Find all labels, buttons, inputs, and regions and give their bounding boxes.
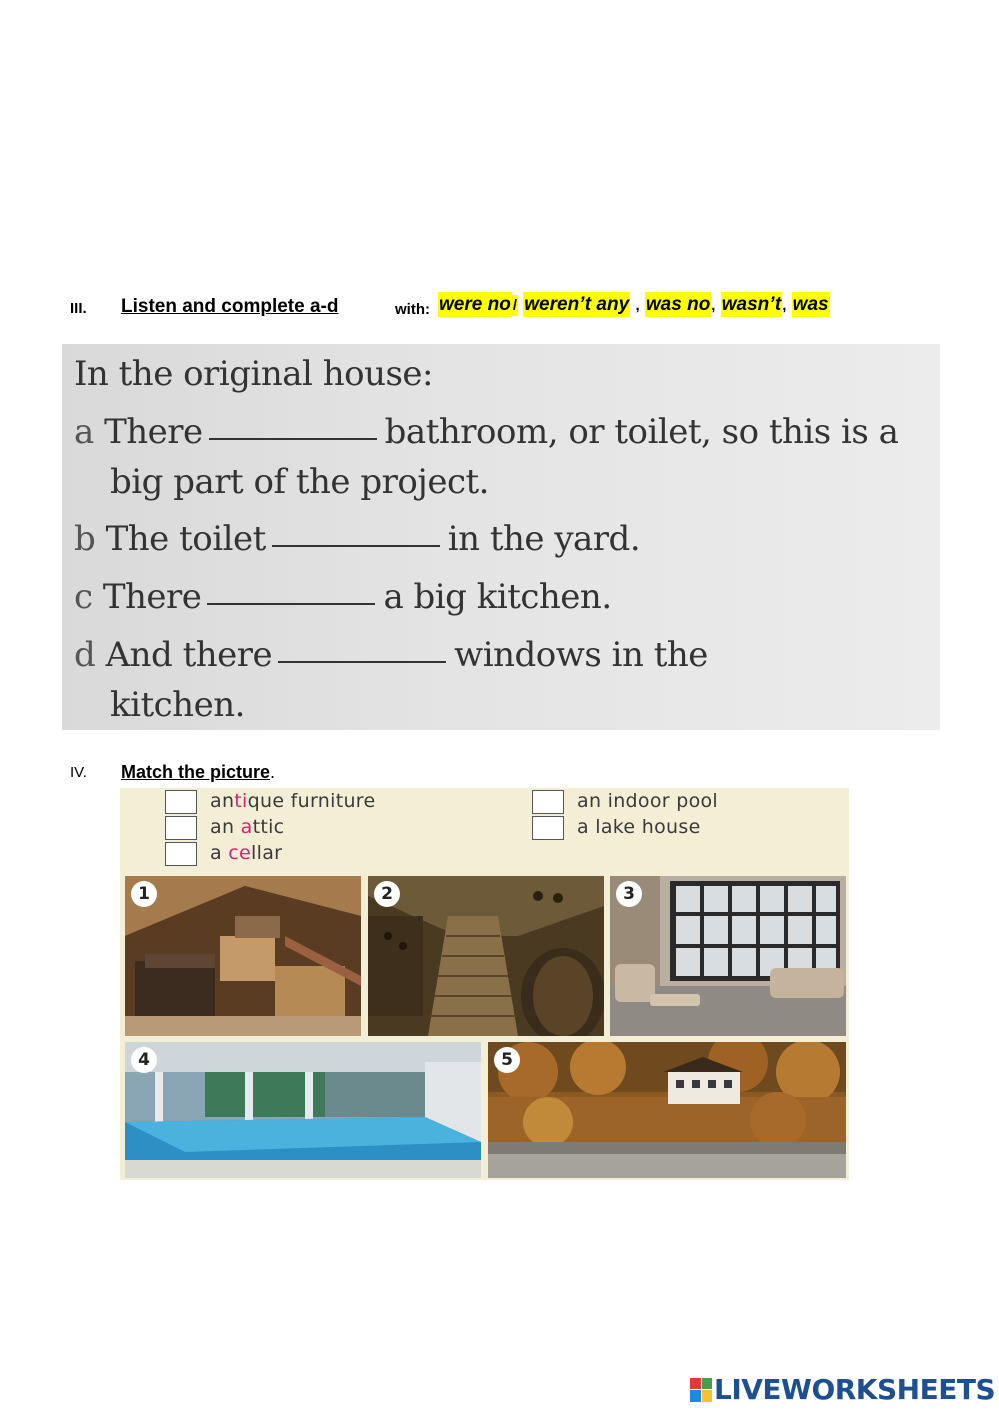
picture-attic [125,876,361,1036]
match-checkbox[interactable] [165,842,197,866]
item-letter: c [74,577,93,617]
match-word: a cellar [210,842,283,864]
option-word: was no [645,294,711,315]
exercise-item-a [74,412,898,452]
picture-lake-house [488,1042,846,1178]
section-number: IV. [70,764,87,781]
section-title [121,762,275,783]
item-letter: a [74,412,94,452]
picture-number: 5 [494,1047,520,1073]
picture-number: 2 [374,881,400,907]
item-continuation: big part of the project. [110,462,489,502]
picture-cellar [368,876,604,1036]
option-separator: , [782,297,787,314]
item-after: bathroom, or toilet, so this is a [384,412,899,452]
exercise-item-c [74,577,612,617]
option-word: wasn’t [721,294,782,315]
match-word: an indoor pool [577,790,718,812]
logo-icon [690,1378,712,1402]
picture-number: 4 [131,1047,157,1073]
picture-number: 3 [616,881,642,907]
picture-antique-furniture [610,876,846,1036]
answer-blank[interactable] [209,436,377,440]
match-checkbox[interactable] [532,790,564,814]
answer-blank[interactable] [278,659,446,663]
option-word: was [792,294,829,315]
liveworksheets-logo [690,1373,995,1406]
option-separator: / [512,297,517,314]
item-letter: b [74,519,96,559]
match-checkbox[interactable] [165,816,197,840]
item-before: The toilet [105,519,266,559]
match-checkbox[interactable] [165,790,197,814]
item-after: a big kitchen. [383,577,612,617]
title-suffix: . [270,762,276,782]
item-letter: d [74,635,96,675]
section-number: III. [70,300,87,317]
item-before: There [104,412,203,452]
item-after: windows in the [454,635,708,675]
picture-indoor-pool [125,1042,481,1178]
match-checkbox[interactable] [532,816,564,840]
match-word: antique furniture [210,790,376,812]
exercise-heading: In the original house: [74,354,433,394]
exercise-item-b [74,519,640,559]
answer-blank[interactable] [207,601,375,605]
item-continuation: kitchen. [110,685,245,725]
option-word: were no [439,294,511,315]
exercise-panel [62,344,940,730]
section-title-text: Match the picture [121,762,271,782]
match-word: an attic [210,816,285,838]
match-word: a lake house [577,816,701,838]
option-separator: , [711,297,716,314]
item-after: in the yard. [447,519,641,559]
word-options [438,294,830,316]
item-before: And there [105,635,273,675]
answer-blank[interactable] [272,543,440,547]
option-word: weren’t any [524,294,630,315]
with-label: with: [395,301,430,318]
picture-number: 1 [131,881,157,907]
item-before: There [102,577,202,617]
logo-text: LIVEWORKSHEETS [714,1373,996,1406]
section-title: Listen and complete a-d [121,296,339,317]
matching-box [120,788,849,1180]
exercise-item-d [74,635,708,675]
option-separator: , [635,297,640,314]
